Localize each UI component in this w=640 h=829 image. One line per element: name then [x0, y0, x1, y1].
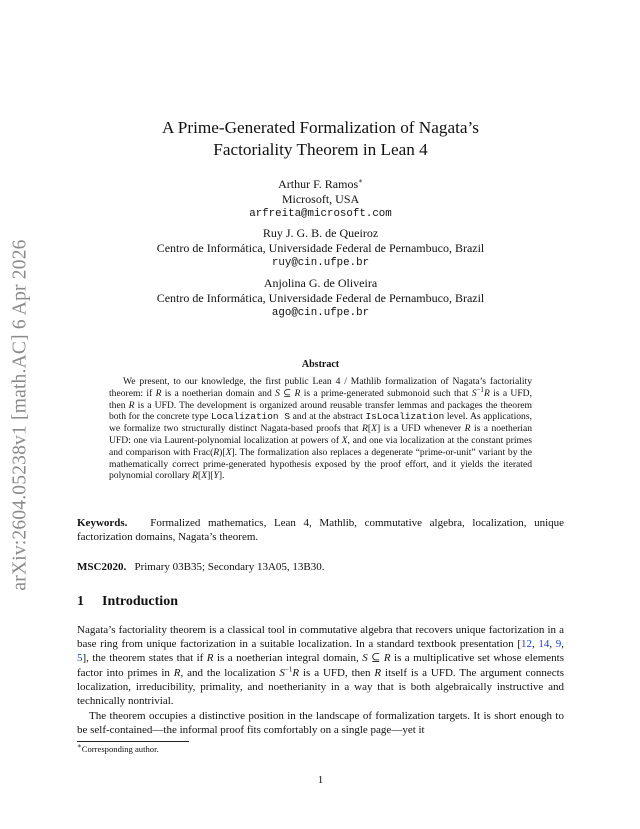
section-heading-introduction: 1 Introduction — [77, 594, 178, 609]
abstract-body: We present, to our knowledge, the first public Lean 4 / Mathlib formalization of Nagata’s factoriality theorem: if R is a noetherian domain and S ⊆ R is a prime-generated submonoid such that $S^{-1}R$ is a UFD, then R is a UFD. The development is organized around reusable transfer lemmas and packages the theorem both for the concrete type Localization S and at the abstract IsLocalization level. As applications, we formalize two structurally distinct Nagata-based proofs that R[X] is a UFD whenever R is a noetherian UFD: one via Laurent-polynomial localization at powers of X, and one via localization at the constant primes and comparison with Frac(R)[X]. The formalization also replaces a degenerate “prime-or-unit” variant by the mathematically correct prime-generated hypothesis exposed by the proof effort, and it yields the iterated polynomial corollary R[X][Y]. — [109, 376, 533, 482]
title-line-1: A Prime-Generated Formalization of Nagata’s — [162, 118, 479, 137]
paper-title — [77, 117, 564, 161]
keywords — [77, 516, 564, 544]
footnote: ∗Corresponding author. — [77, 742, 159, 754]
author-affiliation: Centro de Informática, Universidade Federal de Pernambuco, Brazil — [156, 241, 485, 255]
keywords-text: Formalized mathematics, Lean 4, Mathlib, commutative algebra, localization, unique factorization domains, Nagata’s theorem. — [77, 517, 565, 544]
msc-text: Primary 03B35; Secondary 13A05, 13B30. — [134, 561, 325, 573]
citation-link[interactable]: 14 — [538, 638, 550, 651]
author-block-2 — [77, 226, 564, 271]
author-email[interactable]: ruy@cin.ufpe.br — [271, 257, 370, 269]
citation-link[interactable]: 12 — [520, 638, 532, 651]
author-block-3 — [77, 276, 564, 321]
citation-link[interactable]: 5 — [77, 652, 83, 665]
intro-paragraph-1: Nagata’s factoriality theorem is a classical tool in commutative algebra that recovers unique factorization in a base ring from unique factorization in a suitable localization. In a standard textbook presentation [12, 14, 9, 5], the theorem states that if R is a noetherian integral domain, S ⊆ R is a multiplicative set whose elements factor into primes in R, and the localization $S^{-1}R$ is a UFD, then R itself is a UFD. The argument connects localization, irreducibility, primality, and noetherianity in a way that is both algebraically instructive and technically nontrivial. — [77, 624, 565, 708]
intro-paragraph-2: The theorem occupies a distinctive position in the landscape of formalization targets. It is short enough to be self-contained—the informal proof fits comfortably on a single page—yet it — [77, 710, 564, 737]
msc-classification — [77, 560, 564, 574]
arxiv-identifier: arXiv:2604.05238v1 [math.AC] 6 Apr 2026 — [10, 239, 31, 591]
citation-link[interactable]: 9 — [555, 638, 562, 651]
keywords-label: Keywords. — [77, 517, 128, 529]
author-affiliation: Microsoft, USA — [281, 192, 360, 206]
footnote-rule — [77, 741, 189, 742]
author-name: Arthur F. Ramos — [278, 177, 359, 191]
page-number: 1 — [317, 774, 324, 786]
title-line-2: Factoriality Theorem in Lean 4 — [213, 140, 428, 159]
author-affiliation: Centro de Informática, Universidade Federal de Pernambuco, Brazil — [156, 291, 485, 305]
author-name: Ruy J. G. B. de Queiroz — [262, 226, 379, 240]
abstract-heading: Abstract — [301, 359, 340, 370]
author-block-1 — [77, 177, 564, 222]
author-email[interactable]: ago@cin.ufpe.br — [271, 307, 370, 319]
author-footnote-mark: ∗ — [358, 177, 363, 185]
author-email[interactable]: arfreita@microsoft.com — [249, 208, 392, 220]
msc-label: MSC2020. — [77, 561, 127, 573]
author-name: Anjolina G. de Oliveira — [263, 276, 378, 290]
